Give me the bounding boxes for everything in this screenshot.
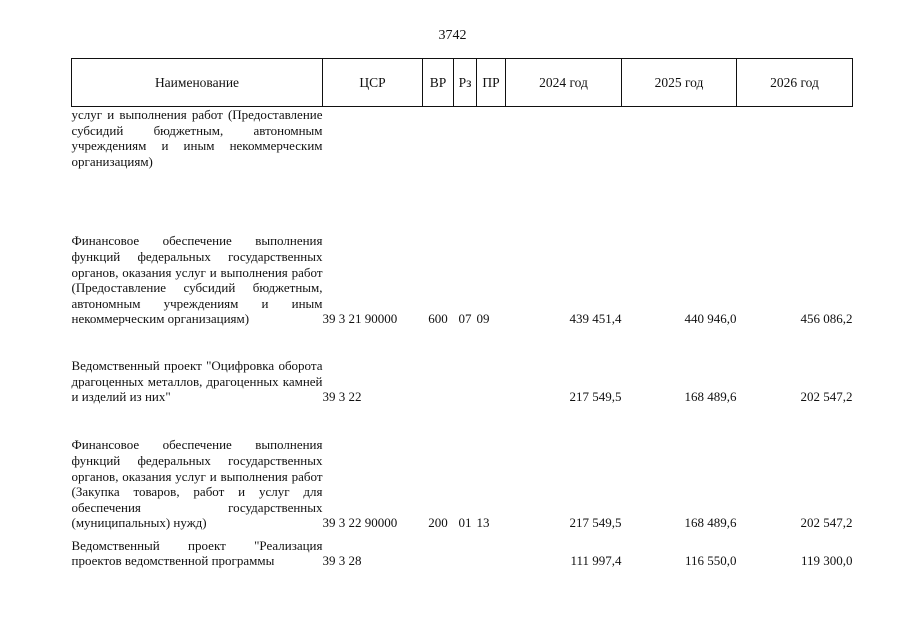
row-name: Финансовое обеспечение выполнения функций федеральных государственных органов, оказания услуг и выполнения работ (Предоставление субсидий бюджетным, автономным учреждениям и иным некоммерческим организациям): [71, 233, 323, 327]
row-pr: 09: [476, 311, 490, 327]
header-2024: 2024 год: [506, 59, 622, 107]
row-csr: 39 3 21 90000: [322, 311, 398, 327]
row-name: услуг и выполнения работ (Предоставление субсидий бюджетным, автономным учреждениям и иным некоммерческим организациям): [71, 107, 323, 169]
row-vr: [423, 107, 454, 188]
row-vr: [423, 531, 454, 569]
row-rz: [454, 531, 477, 569]
table-row: [72, 531, 853, 569]
row-2024: 217 549,5: [569, 389, 622, 405]
table-row: [72, 187, 853, 327]
header-2025: 2025 год: [622, 59, 737, 107]
page-number: 3742: [438, 28, 467, 43]
row-csr: 39 3 22 90000: [322, 515, 398, 531]
header-2026: 2026 год: [737, 59, 853, 107]
row-2026: 456 086,2: [800, 311, 853, 327]
header-pr: ПР: [477, 59, 506, 107]
header-vr: ВР: [423, 59, 454, 107]
row-2025: 440 946,0: [684, 311, 737, 327]
row-vr: [423, 327, 454, 405]
row-rz: [454, 107, 477, 188]
row-name: Финансовое обеспечение выполнения функций федеральных государственных органов, оказания услуг и выполнения работ (Закупка товаров, работ и услуг для обеспечения государственных (муниципальных) нужд): [71, 437, 323, 531]
row-2025: 168 489,6: [684, 389, 737, 405]
row-2024: [506, 107, 622, 188]
row-2026: [737, 107, 853, 188]
header-row: [72, 59, 853, 107]
row-2025: 116 550,0: [684, 553, 737, 569]
header-name: Наименование: [72, 59, 323, 107]
row-csr: 39 3 28: [322, 553, 362, 569]
row-2024: 439 451,4: [569, 311, 622, 327]
row-2026: 202 547,2: [800, 515, 853, 531]
row-pr: 13: [476, 515, 490, 531]
row-vr: 200: [428, 515, 448, 531]
row-csr: [323, 107, 423, 188]
row-rz: [454, 327, 477, 405]
table-row: [72, 327, 853, 405]
row-2024: 111 997,4: [570, 553, 622, 569]
row-rz: 07: [458, 311, 472, 327]
row-2024: 217 549,5: [569, 515, 622, 531]
row-pr: [477, 531, 506, 569]
row-csr: 39 3 22: [322, 389, 362, 405]
row-rz: 01: [458, 515, 472, 531]
header-rz: Рз: [454, 59, 477, 107]
row-pr: [477, 107, 506, 188]
header-csr: ЦСР: [323, 59, 423, 107]
row-name: Ведомственный проект "Реализация проектов ведомственной программы: [71, 537, 323, 569]
table-row: [72, 107, 853, 188]
budget-table: [71, 58, 853, 569]
row-2026: 202 547,2: [800, 389, 853, 405]
row-2025: 168 489,6: [684, 515, 737, 531]
table-row: [72, 405, 853, 531]
row-2026: 119 300,0: [800, 553, 853, 569]
row-vr: 600: [428, 311, 448, 327]
row-pr: [477, 327, 506, 405]
row-name: Ведомственный проект "Оцифровка оборота драгоценных металлов, драгоценных камней и изделий из них": [71, 358, 323, 405]
row-2025: [622, 107, 737, 188]
